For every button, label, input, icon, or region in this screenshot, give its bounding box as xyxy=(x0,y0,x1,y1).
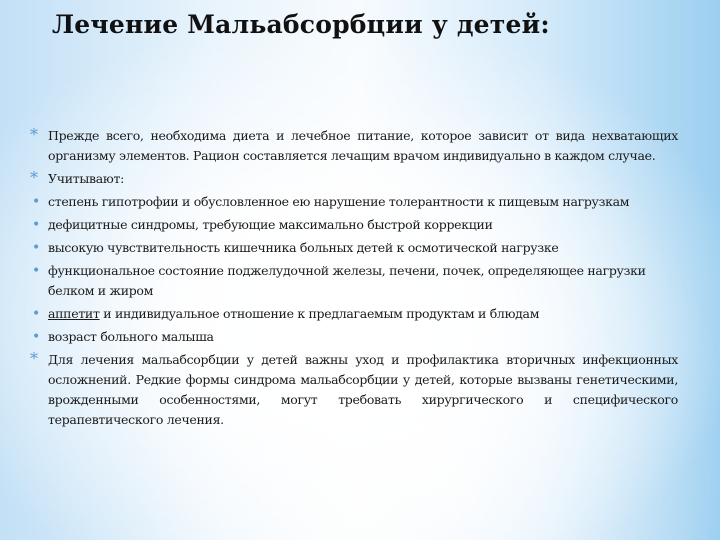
list-item xyxy=(30,261,678,301)
slide-content xyxy=(30,126,678,433)
bullet-icon: • xyxy=(32,240,40,256)
asterisk-marker-icon: * xyxy=(30,349,38,368)
list-item-text: функциональное состояние поджелудочной железы, печени, почек, определяющее нагрузки белком и жиром xyxy=(48,263,646,298)
bullet-icon: • xyxy=(32,194,40,210)
list-item-text: возраст больного малыша xyxy=(48,329,214,344)
list-item-text: Прежде всего, необходима диета и лечебное питание, которое зависит от вида нехватающих организму элементов. Рацион составляется лечащим врачом индивидуально в каждом случае. xyxy=(48,128,678,163)
list-item-text: Для лечения мальабсорбции у детей важны уход и профилактика вторичных инфекционных осложнений. Редкие формы синдрома мальабсорбции у детей, которые вызваны генетическими, врожденными особенностями, могут требовать хирургического и специфического терапевтического лечения. xyxy=(48,352,678,427)
list-item xyxy=(30,215,678,235)
list-item-text: степень гипотрофии и обусловленное ею нарушение толерантности к пищевым нагрузкам xyxy=(48,194,630,209)
list-item xyxy=(30,126,678,166)
slide-title: Лечение Мальабсорбции у детей: xyxy=(52,10,550,39)
bullet-icon: • xyxy=(32,217,40,233)
bullet-icon: • xyxy=(32,263,40,279)
list-item xyxy=(30,192,678,212)
list-item-text: Учитывают: xyxy=(48,171,124,186)
asterisk-marker-icon: * xyxy=(30,125,38,144)
list-item-text: дефицитные синдромы, требующие максимально быстрой коррекции xyxy=(48,217,493,232)
bullet-icon: • xyxy=(32,329,40,345)
list-item-text: и индивидуальное отношение к предлагаемым продуктам и блюдам xyxy=(99,306,540,321)
list-item xyxy=(30,327,678,347)
list-item xyxy=(30,304,678,324)
bullet-icon: • xyxy=(32,306,40,322)
asterisk-marker-icon: * xyxy=(30,168,38,187)
list-item xyxy=(30,350,678,430)
list-item xyxy=(30,238,678,258)
appetite-link[interactable]: аппетит xyxy=(48,306,100,321)
list-item-text: высокую чувствительность кишечника больных детей к осмотической нагрузке xyxy=(48,240,559,255)
list-item xyxy=(30,169,678,189)
